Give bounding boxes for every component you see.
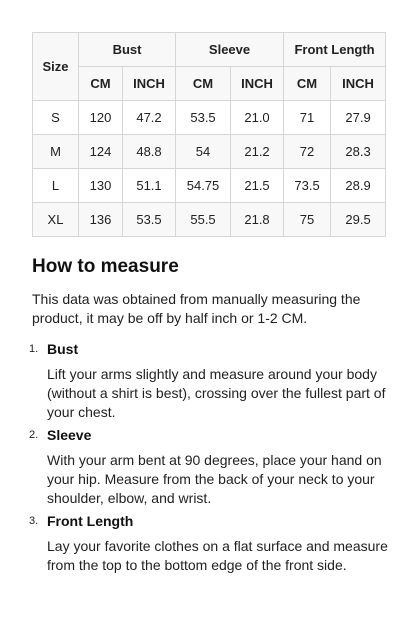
size-column-header: Size: [33, 33, 79, 101]
size-cell: S: [33, 101, 79, 135]
measure-intro-text: This data was obtained from manually measuring the product, it may be off by half inch or 1-2 CM.: [32, 291, 361, 326]
how-to-measure-section: [29, 254, 392, 579]
size-cell: M: [33, 135, 79, 169]
table-cell: 53.5: [123, 203, 176, 237]
table-row: [33, 135, 386, 169]
table-cell: 124: [79, 135, 123, 169]
table-cell: 55.5: [176, 203, 231, 237]
how-to-measure-heading: How to measure: [32, 256, 179, 277]
table-cell: 21.5: [231, 169, 284, 203]
measure-step-sleeve: [29, 426, 392, 508]
step-title: Sleeve: [47, 427, 92, 443]
table-cell: 47.2: [123, 101, 176, 135]
table-cell: 21.2: [231, 135, 284, 169]
step-title: Bust: [47, 341, 79, 357]
unit-header: INCH: [123, 67, 176, 101]
table-row: [33, 203, 386, 237]
size-cell: XL: [33, 203, 79, 237]
table-cell: 48.8: [123, 135, 176, 169]
table-cell: 28.9: [331, 169, 386, 203]
table-cell: 75: [284, 203, 331, 237]
table-row: [33, 169, 386, 203]
unit-header: CM: [284, 67, 331, 101]
step-title: Front Length: [47, 513, 134, 529]
table-header-row-units: [33, 67, 386, 101]
table-cell: 136: [79, 203, 123, 237]
measure-steps-list: [29, 340, 392, 575]
unit-header: CM: [176, 67, 231, 101]
step-number: 3.: [29, 515, 39, 527]
unit-header: CM: [79, 67, 123, 101]
step-description: With your arm bent at 90 degrees, place your hand on your hip. Measure from the back of your neck to your shoulder, elbow, and wrist.: [47, 452, 382, 506]
table-cell: 130: [79, 169, 123, 203]
table-cell: 27.9: [331, 101, 386, 135]
unit-header: INCH: [331, 67, 386, 101]
table-cell: 29.5: [331, 203, 386, 237]
table-cell: 54.75: [176, 169, 231, 203]
table-cell: 21.0: [231, 101, 284, 135]
table-cell: 53.5: [176, 101, 231, 135]
measure-step-bust: [29, 340, 392, 422]
table-cell: 54: [176, 135, 231, 169]
bust-column-header: Bust: [79, 33, 176, 67]
step-description: Lay your favorite clothes on a flat surface and measure from the top to the bottom edge of the front side.: [47, 538, 388, 573]
step-number: 2.: [29, 429, 39, 441]
sleeve-column-header: Sleeve: [176, 33, 284, 67]
measure-step-front-length: [29, 512, 392, 575]
table-cell: 72: [284, 135, 331, 169]
front-length-column-header: Front Length: [284, 33, 386, 67]
table-cell: 120: [79, 101, 123, 135]
size-chart-table: [32, 32, 386, 237]
table-cell: 73.5: [284, 169, 331, 203]
table-cell: 28.3: [331, 135, 386, 169]
size-cell: L: [33, 169, 79, 203]
step-description: Lift your arms slightly and measure around your body (without a shirt is best), crossing over the fullest part of your chest.: [47, 366, 386, 420]
table-cell: 51.1: [123, 169, 176, 203]
table-cell: 71: [284, 101, 331, 135]
unit-header: INCH: [231, 67, 284, 101]
table-row: [33, 101, 386, 135]
table-cell: 21.8: [231, 203, 284, 237]
step-number: 1.: [29, 343, 39, 355]
table-header-row-groups: [33, 33, 386, 67]
